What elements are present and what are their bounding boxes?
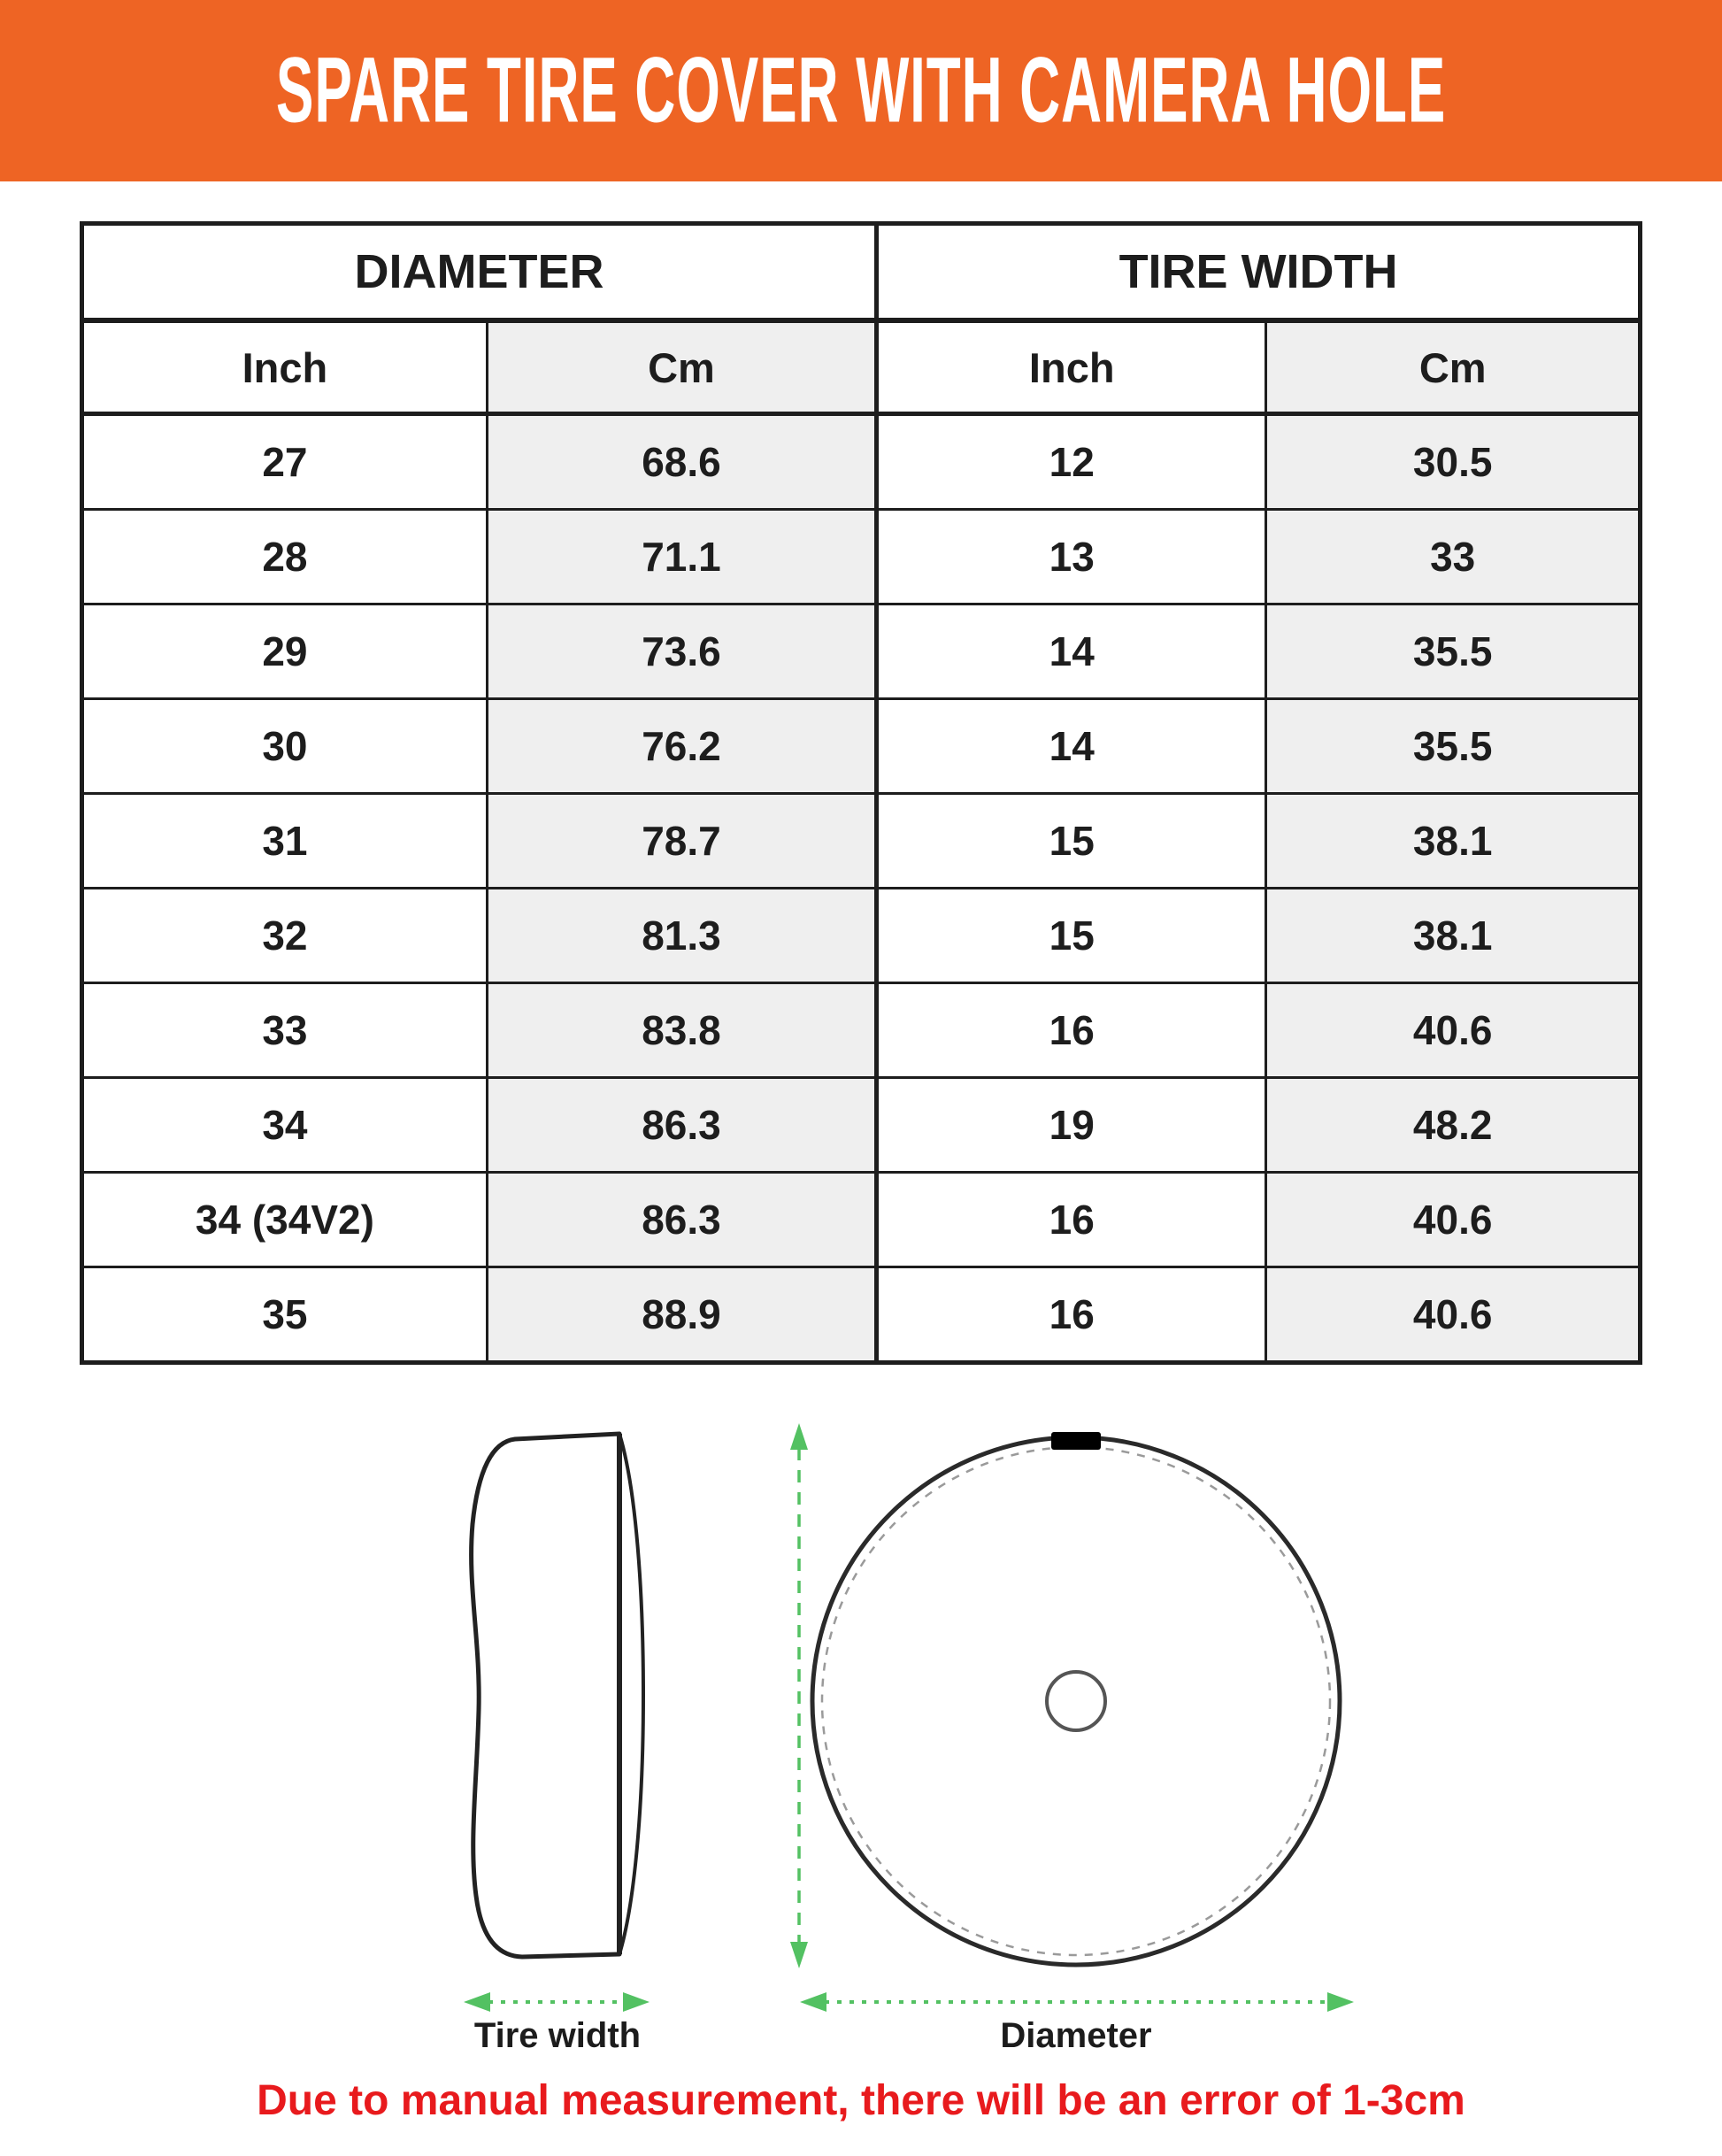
table-cell: 15 — [877, 889, 1266, 983]
diameter-arrow — [800, 1992, 1354, 2012]
table-row — [82, 510, 1641, 604]
tire-front-view — [812, 1432, 1340, 1965]
table-cell: 33 — [82, 983, 488, 1078]
table-cell: 30 — [82, 699, 488, 794]
table-cell: 88.9 — [487, 1267, 876, 1363]
center-hole — [1047, 1672, 1105, 1730]
table-cell: 71.1 — [487, 510, 876, 604]
table-cell: 33 — [1266, 510, 1641, 604]
table-cell: 40.6 — [1266, 1173, 1641, 1267]
table-cell: 16 — [877, 1267, 1266, 1363]
table-cell: 14 — [877, 699, 1266, 794]
table-row — [82, 983, 1641, 1078]
diameter-inch-header: Inch — [82, 320, 488, 414]
table-row — [82, 604, 1641, 699]
table-cell: 38.1 — [1266, 889, 1641, 983]
table-row — [82, 699, 1641, 794]
table-cell: 27 — [82, 414, 488, 510]
table-row — [82, 794, 1641, 889]
table-cell: 68.6 — [487, 414, 876, 510]
table-cell: 19 — [877, 1078, 1266, 1173]
table-cell: 34 (34V2) — [82, 1173, 488, 1267]
diameter-group-header: DIAMETER — [82, 224, 877, 321]
table-cell: 30.5 — [1266, 414, 1641, 510]
table-cell: 31 — [82, 794, 488, 889]
diameter-cm-header: Cm — [487, 320, 876, 414]
diameter-label: Diameter — [1000, 2016, 1152, 2055]
table-row — [82, 1078, 1641, 1173]
table-cell: 15 — [877, 794, 1266, 889]
table-cell: 73.6 — [487, 604, 876, 699]
table-cell: 32 — [82, 889, 488, 983]
tire-width-inch-header: Inch — [877, 320, 1266, 414]
table-cell: 35.5 — [1266, 699, 1641, 794]
table-cell: 86.3 — [487, 1173, 876, 1267]
tire-width-group-header: TIRE WIDTH — [877, 224, 1641, 321]
table-row — [82, 414, 1641, 510]
table-cell: 35 — [82, 1267, 488, 1363]
table-cell: 34 — [82, 1078, 488, 1173]
table-row — [82, 1173, 1641, 1267]
table-group-header-row — [82, 224, 1641, 321]
table-cell: 48.2 — [1266, 1078, 1641, 1173]
table-cell: 28 — [82, 510, 488, 604]
table-cell: 16 — [877, 1173, 1266, 1267]
page-title: SPARE TIRE COVER WITH CAMERA HOLE — [275, 38, 1447, 143]
camera-hole — [1051, 1432, 1101, 1450]
tire-measurement-diagram — [0, 1381, 1722, 2053]
table-cell: 12 — [877, 414, 1266, 510]
table-cell: 78.7 — [487, 794, 876, 889]
table-cell: 81.3 — [487, 889, 876, 983]
tire-width-label: Tire width — [473, 2016, 642, 2055]
table-cell: 76.2 — [487, 699, 876, 794]
table-cell: 14 — [877, 604, 1266, 699]
table-cell: 29 — [82, 604, 488, 699]
tire-width-cm-header: Cm — [1266, 320, 1641, 414]
measurement-error-note: Due to manual measurement, there will be an error of 1-3cm — [257, 2077, 1465, 2124]
size-table — [80, 221, 1642, 1365]
table-cell: 40.6 — [1266, 1267, 1641, 1363]
table-cell: 40.6 — [1266, 983, 1641, 1078]
vertical-diameter-arrow — [790, 1423, 808, 1968]
table-row — [82, 889, 1641, 983]
banner — [0, 0, 1722, 181]
table-cell: 86.3 — [487, 1078, 876, 1173]
table-cell: 35.5 — [1266, 604, 1641, 699]
tire-side-view — [472, 1434, 643, 1957]
table-row — [82, 1267, 1641, 1363]
table-cell: 13 — [877, 510, 1266, 604]
table-subheader-row — [82, 320, 1641, 414]
table-cell: 83.8 — [487, 983, 876, 1078]
table-cell: 16 — [877, 983, 1266, 1078]
table-cell: 38.1 — [1266, 794, 1641, 889]
tire-width-arrow — [464, 1992, 650, 2012]
